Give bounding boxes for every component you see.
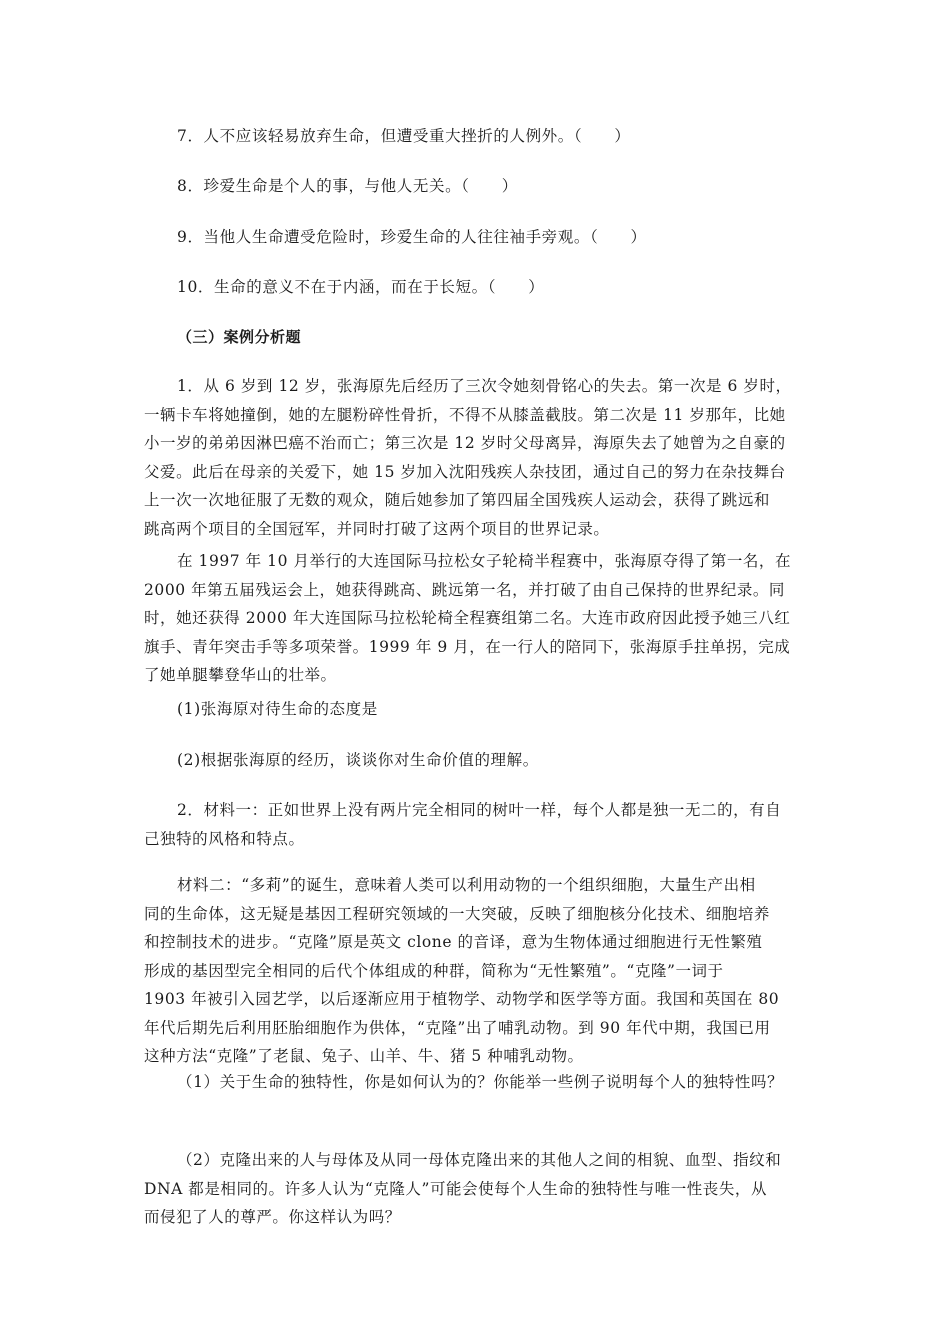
text-line: 旗手、青年突击手等多项荣誉。1999 年 9 月，在一行人的陪同下，张海原手拄单拐，完成 [144,637,791,656]
case1-paragraph-2 [144,547,812,690]
text-line: 1．从 6 岁到 12 岁，张海原先后经历了三次令她刻骨铭心的失去。第一次是 6 岁时， [177,377,792,395]
text-line: 己独特的风格和特点。 [144,829,305,848]
text-line: 1903 年被引入园艺学，以后逐渐应用于植物学、动物学和医学等方面。我国和英国在 80 [144,990,780,1008]
text-line: 在 1997 年 10 月举行的大连国际马拉松女子轮椅半程赛中，张海原夺得了第一名，在 [177,552,792,570]
text-line: 时，她还获得 2000 年大连国际马拉松轮椅全程赛组第二名。大连市政府因此授予她三八红 [144,609,791,627]
judge-item-7: 7．人不应该轻易放弃生命，但遭受重大挫折的人例外。（ ） [177,127,631,145]
case1-question-1: (1)张海原对待生命的态度是 [177,700,378,718]
text-line: （2）克隆出来的人与母体及从同一母体克隆出来的其他人之间的相貌、血型、指纹和 [177,1151,782,1169]
section-heading: （三）案例分析题 [177,328,302,346]
text-line: 而侵犯了人的尊严。你这样认为吗？ [144,1208,401,1226]
case1-paragraph-1 [144,372,812,543]
text-line: 和控制技术的进步。“克隆”原是英文 clone 的音译，意为生物体通过细胞进行无性繁殖 [144,933,763,951]
case2-material-1 [144,796,812,853]
text-line: DNA 都是相同的。许多人认为“克隆人”可能会使每个人生命的独特性与唯一性丧失，从 [144,1179,768,1198]
text-line: 跳高两个项目的全国冠军，并同时打破了这两个项目的世界记录。 [144,519,610,538]
text-line: 2．材料一：正如世界上没有两片完全相同的树叶一样，每个人都是独一无二的，有自 [177,801,782,819]
judge-item-9: 9．当他人生命遭受危险时，珍爱生命的人往往袖手旁观。（ ） [177,228,647,246]
judge-item-8: 8．珍爱生命是个人的事，与他人无关。（ ） [177,177,518,195]
text-line: 2000 年第五届残运会上，她获得跳高、跳远第一名，并打破了由自己保持的世界纪录。同 [144,580,785,599]
text-line: 同的生命体，这无疑是基因工程研究领域的一大突破，反映了细胞核分化技术、细胞培养 [144,904,770,923]
text-line: 形成的基因型完全相同的后代个体组成的种群，简称为“无性繁殖”。“克隆”一词于 [144,961,724,980]
case2-question-1: （1）关于生命的独特性，你是如何认为的？你能举一些例子说明每个人的独特性吗？ [177,1073,784,1091]
text-line: 小一岁的弟弟因淋巴癌不治而亡；第三次是 12 岁时父母离异，海原失去了她曾为之自豪的 [144,434,786,452]
text-line: 父爱。此后在母亲的关爱下，她 15 岁加入沈阳残疾人杂技团，通过自己的努力在杂技舞台 [144,462,786,481]
text-line: 材料二：“多莉”的诞生，意味着人类可以利用动物的一个组织细胞，大量生产出相 [177,876,756,894]
text-line: 一辆卡车将她撞倒，她的左腿粉碎性骨折，不得不从膝盖截肢。第二次是 11 岁那年，比她 [144,405,786,424]
case1-question-2: (2)根据张海原的经历，谈谈你对生命价值的理解。 [177,751,539,769]
case2-material-2 [144,871,812,1071]
text-line: 了她单腿攀登华山的壮举。 [144,666,337,684]
judge-item-10: 10．生命的意义不在于内涵，而在于长短。（ ） [177,278,545,296]
text-line: 这种方法“克隆”了老鼠、兔子、山羊、牛、猪 5 种哺乳动物。 [144,1047,584,1065]
case2-question-2 [144,1146,812,1232]
text-line: 上一次一次地征服了无数的观众，随后她参加了第四届全国残疾人运动会，获得了跳远和 [144,491,770,509]
text-line: 年代后期先后利用胚胎细胞作为供体，“克隆”出了哺乳动物。到 90 年代中期，我国已用 [144,1018,771,1037]
